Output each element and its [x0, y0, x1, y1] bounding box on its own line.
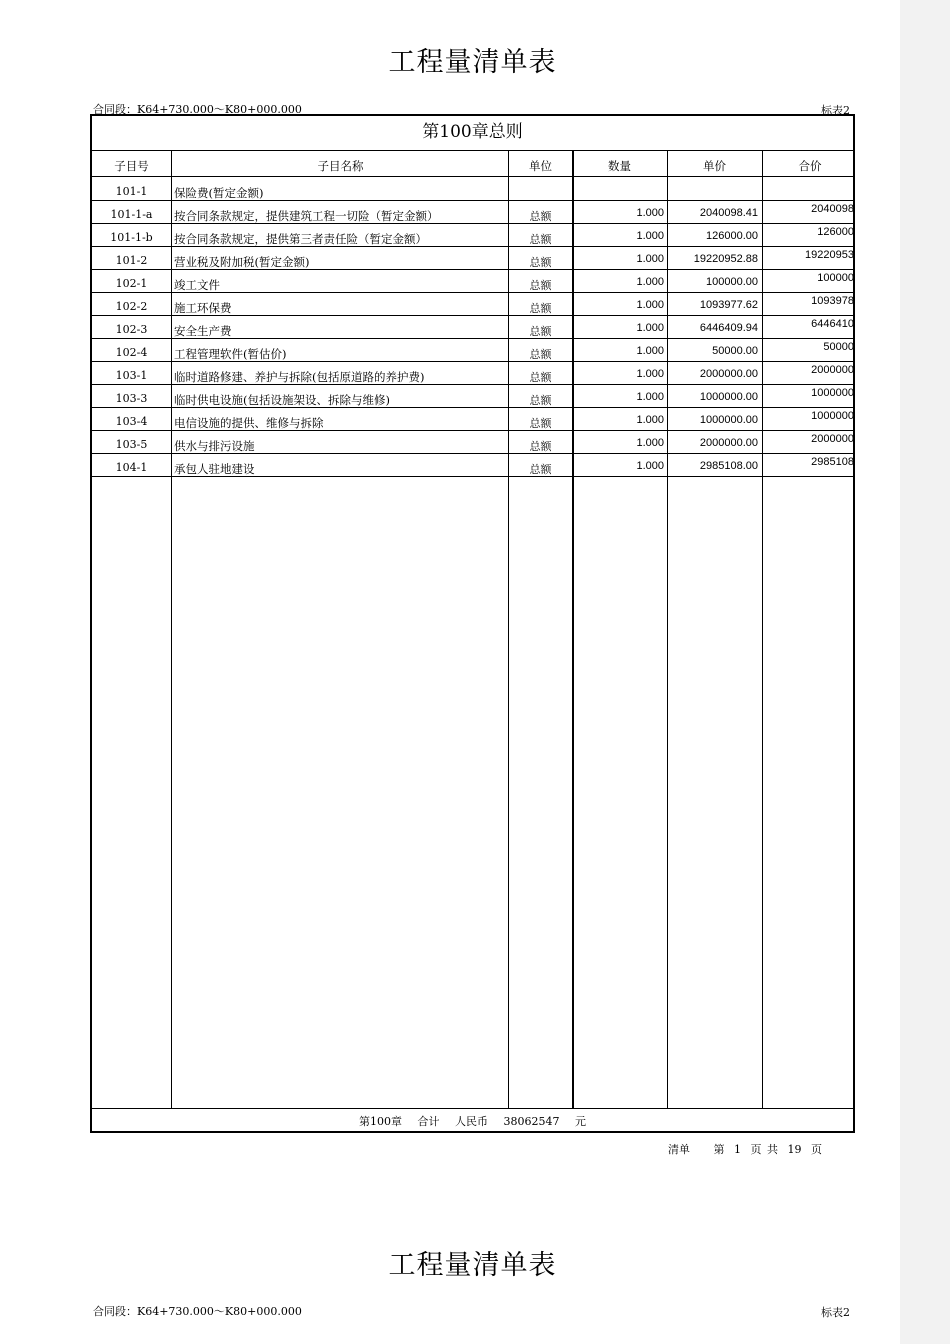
row-name: 施工环保费 [174, 301, 232, 315]
row-code: 103-5 [115, 438, 148, 451]
row-total-price: 50000 [823, 341, 854, 353]
row-code: 101-2 [115, 254, 148, 267]
table-row [92, 177, 853, 201]
form-number: 标表2 [821, 104, 850, 117]
row-unit-price [668, 177, 761, 200]
row-unit: 总额 [529, 256, 552, 269]
header-code: 子目号 [114, 159, 149, 173]
row-unit: 总额 [529, 279, 552, 292]
row-unit-price: 2040098.41 [699, 207, 758, 219]
row-unit: 总额 [529, 463, 552, 476]
next-page-title: 工程量清单表 [388, 1250, 557, 1281]
page-indicator [668, 1141, 826, 1157]
row-name: 按合同条款规定，提供建筑工程一切险（暂定金额） [174, 209, 439, 223]
row-name: 安全生产费 [174, 324, 232, 338]
row-total-price: 2040098 [811, 203, 854, 215]
row-total-price: 1000000 [811, 387, 854, 399]
table-row [92, 292, 853, 316]
row-name: 电信设施的提供、维修与拆除 [174, 416, 324, 430]
row-unit-price: 2985108.00 [699, 460, 758, 472]
row-total-price: 2985108 [811, 456, 854, 468]
total-amount: 38062547 [503, 1115, 560, 1128]
row-unit-price: 19220952.88 [693, 253, 758, 265]
table-row [92, 453, 853, 477]
row-unit: 总额 [529, 371, 552, 384]
next-contract-section: 合同段：K64+730.000～K80+000.000 [93, 1305, 302, 1318]
row-unit-price: 50000.00 [712, 345, 758, 357]
column-divider [762, 150, 763, 1109]
row-quantity: 1.000 [636, 391, 664, 403]
row-code: 104-1 [115, 461, 148, 474]
pager-prefix: 第 [713, 1143, 725, 1156]
row-unit-price: 100000.00 [706, 276, 758, 288]
row-unit: 总额 [529, 394, 552, 407]
total-chapter: 第100章 [359, 1115, 402, 1128]
row-unit: 总额 [529, 440, 552, 453]
row-code: 103-3 [115, 392, 148, 405]
table-row [92, 338, 853, 362]
row-code: 101-1-b [110, 231, 153, 244]
row-name: 供水与排污设施 [174, 439, 255, 453]
row-unit [508, 177, 573, 200]
column-divider [171, 150, 172, 1109]
row-quantity: 1.000 [636, 345, 664, 357]
row-unit-price: 1000000.00 [699, 414, 758, 426]
row-name: 临时道路修建、养护与拆除(包括原道路的养护费) [174, 370, 425, 384]
row-unit: 总额 [529, 210, 552, 223]
page-title: 工程量清单表 [388, 47, 557, 78]
row-total-price: 100000 [817, 272, 854, 284]
row-quantity [573, 177, 666, 200]
row-total-price [763, 177, 857, 200]
row-name: 工程管理软件(暂估价) [174, 347, 287, 361]
table-row [92, 223, 853, 247]
column-divider [508, 150, 509, 1109]
row-code: 101-1-a [110, 208, 153, 221]
row-unit: 总额 [529, 233, 552, 246]
row-code: 102-4 [115, 346, 148, 359]
pager-page: 1 [734, 1143, 741, 1156]
bill-of-quantities-table [90, 114, 855, 1133]
pager-suffix: 页 [811, 1143, 822, 1156]
table-row [92, 246, 853, 270]
row-code: 102-1 [115, 277, 148, 290]
row-quantity: 1.000 [636, 414, 664, 426]
row-name: 按合同条款规定，提供第三者责任险（暂定金额） [174, 232, 427, 246]
row-code: 102-3 [115, 323, 148, 336]
row-total-price: 126000 [817, 226, 854, 238]
row-unit-price: 6446409.94 [699, 322, 758, 334]
row-code: 103-4 [115, 415, 148, 428]
row-code: 102-2 [115, 300, 148, 313]
contract-section: 合同段：K64+730.000～K80+000.000 [93, 103, 302, 116]
row-total-price: 2000000 [811, 364, 854, 376]
row-quantity: 1.000 [636, 460, 664, 472]
next-form-number: 标表2 [821, 1306, 850, 1319]
chapter-title: 第100章总则 [92, 116, 853, 151]
table-header [92, 150, 853, 177]
row-unit: 总额 [529, 417, 552, 430]
row-quantity: 1.000 [636, 299, 664, 311]
table-row [92, 430, 853, 454]
chapter-total [92, 1108, 853, 1131]
total-label: 合计 [417, 1115, 440, 1128]
table-row [92, 315, 853, 339]
row-unit: 总额 [529, 348, 552, 361]
pager-total: 19 [787, 1143, 802, 1156]
row-quantity: 1.000 [636, 322, 664, 334]
row-total-price: 6446410 [811, 318, 854, 330]
row-total-price: 19220953 [805, 249, 854, 261]
row-quantity: 1.000 [636, 253, 664, 265]
row-unit-price: 126000.00 [706, 230, 758, 242]
row-quantity: 1.000 [636, 276, 664, 288]
row-code: 101-1 [115, 185, 148, 198]
pager-label: 清单 [668, 1143, 690, 1156]
row-name: 临时供电设施(包括设施架设、拆除与维修) [174, 393, 390, 407]
column-divider [667, 150, 668, 1109]
row-quantity: 1.000 [636, 207, 664, 219]
row-unit: 总额 [529, 302, 552, 315]
row-unit: 总额 [529, 325, 552, 338]
row-total-price: 1000000 [811, 410, 854, 422]
header-name: 子目名称 [317, 159, 364, 173]
total-unit: 元 [575, 1115, 586, 1128]
total-currency: 人民币 [455, 1115, 488, 1128]
row-code: 103-1 [115, 369, 148, 382]
row-unit-price: 2000000.00 [699, 437, 758, 449]
row-quantity: 1.000 [636, 437, 664, 449]
column-divider [572, 150, 574, 1109]
row-quantity: 1.000 [636, 230, 664, 242]
row-total-price: 2000000 [811, 433, 854, 445]
row-total-price: 1093978 [811, 295, 854, 307]
pager-mid: 页 共 [750, 1143, 778, 1156]
row-quantity: 1.000 [636, 368, 664, 380]
header-unit: 单位 [529, 159, 552, 173]
header-quantity: 数量 [608, 159, 631, 173]
header-total-price: 合价 [798, 159, 822, 173]
table-row [92, 269, 853, 293]
row-name: 竣工文件 [174, 278, 220, 292]
table-row [92, 384, 853, 408]
table-row [92, 407, 853, 431]
table-row [92, 361, 853, 385]
row-unit-price: 1000000.00 [699, 391, 758, 403]
row-name: 承包人驻地建设 [174, 462, 255, 476]
header-unit-price: 单价 [703, 159, 726, 173]
row-name: 营业税及附加税(暂定金额) [174, 255, 310, 269]
row-unit-price: 2000000.00 [699, 368, 758, 380]
row-name: 保险费(暂定金额) [174, 186, 264, 200]
row-unit-price: 1093977.62 [699, 299, 758, 311]
table-row [92, 200, 853, 224]
